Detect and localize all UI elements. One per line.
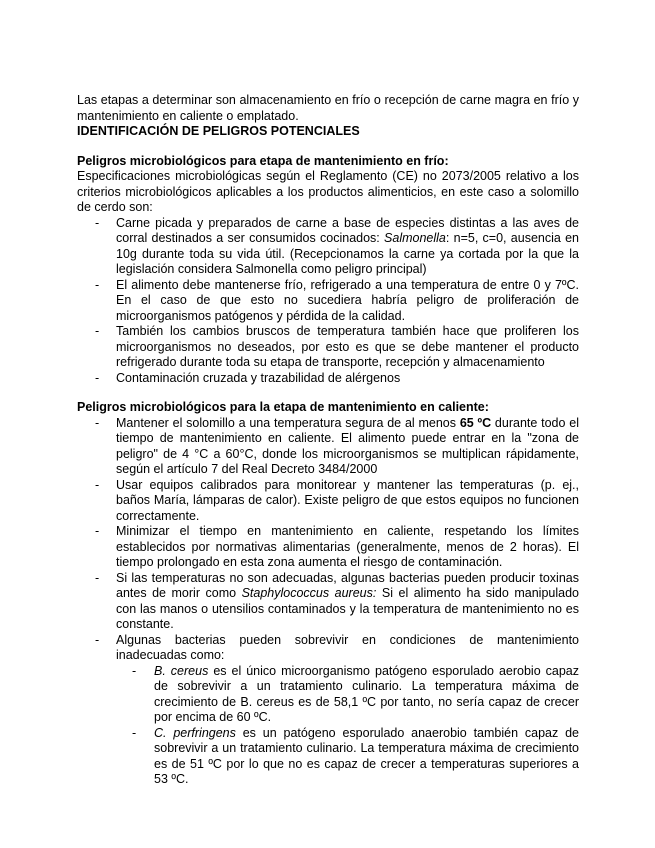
- list-item: - El alimento debe mantenerse frío, refrigerado a una temperatura de entre 0 y 7ºC. En el caso de que esto no sucediera habría peligro de proliferación de microorganismos patógenos y pérdida de la calidad.: [95, 277, 579, 323]
- hot-hazards-list: [77, 416, 579, 788]
- list-item: - Si las temperaturas no son adecuadas, algunas bacterias pueden producir toxinas antes de morir como Staphylococcus aureus: Si el alimento ha sido manipulado con las manos o utensilios contaminados y la temperatura de mantenimiento no es constante.: [95, 570, 579, 631]
- cold-hazards-lead: Especificaciones microbiológicas según el Reglamento (CE) no 2073/2005 relativo a los criterios microbiológicos aplicables a los productos alimenticios, en este caso a solomillo de cerdo son:: [77, 169, 579, 214]
- surviving-bacteria-list: [116, 664, 579, 788]
- list-item: - Minimizar el tiempo en mantenimiento en caliente, respetando los límites establecidos por normativas alimentarias (generalmente, menos de 2 horas). El tiempo prolongado en esta zona aumenta el riesgo de contaminación.: [95, 524, 579, 569]
- section-heading: IDENTIFICACIÓN DE PELIGROS POTENCIALES: [77, 124, 360, 138]
- bullet-dash: -: [132, 663, 137, 678]
- bullet-dash: -: [95, 215, 100, 230]
- bullet-dash: -: [95, 632, 100, 647]
- list-item: - Carne picada y preparados de carne a base de especies distintas a las aves de corral destinados a ser consumidos cocinados: Salmonella: n=5, c=0, ausencia en 10g durante toda su vida útil. (Recepcionamos la carne ya cortada por la que la legislación considera Salmonella como peligro principal): [95, 215, 579, 276]
- intro-paragraph: Las etapas a determinar son almacenamiento en frío o recepción de carne magra en frío y mantenimiento en caliente o emplatado.: [77, 93, 579, 123]
- sub-list-item: - C. perfringens es un patógeno esporulado anaerobio también capaz de sobrevivir a un tratamiento culinario. La temperatura máxima de crecimiento es de 51 ºC por lo que no es capaz de crecer a temperaturas superiores a 53 ºC.: [132, 725, 579, 786]
- bullet-dash: -: [95, 524, 100, 538]
- bullet-dash: -: [95, 277, 100, 292]
- list-item: - Mantener el solomillo a una temperatura segura de al menos 65 ºC durante todo el tiempo de mantenimiento en caliente. El alimento puede entrar en la "zona de peligro" de 4 °C a 60°C, donde los microorganismos se multiplican rápidamente, según el artículo 7 del Real Decreto 3484/2000: [95, 415, 579, 476]
- list-item: - Usar equipos calibrados para monitorear y mantener las temperaturas (p. ej., baños María, lámparas de calor). Existe peligro de que estos equipos no funcionen correctamente.: [95, 477, 579, 523]
- bullet-dash: -: [95, 370, 100, 385]
- list-item: - Algunas bacterias pueden sobrevivir en condiciones de mantenimiento inadecuadas como: - B. cereus es el único microorganismo patógeno esporulado aerobio capaz de sobrevivir a un tratamiento culinario. La temperatura máxima de crecimiento de B. cereus es de 58,1 ºC por tanto, no sería capaz de crecer por encima de 60 ºC. - C. perfringens es un patógeno esporulado anaerobio también capaz de sobrevivir a un tratamiento culinario. La temperatura máxima de crecimiento es de 51 ºC por lo que no es capaz de crecer a temperaturas superiores a 53 ºC.: [95, 632, 579, 786]
- list-item: - Contaminación cruzada y trazabilidad de alérgenos: [95, 370, 401, 385]
- cold-hazards-title: Peligros microbiológicos para etapa de mantenimiento en frío:: [77, 153, 449, 168]
- list-item: - También los cambios bruscos de temperatura también hace que proliferen los microorganismos no deseados, por esto es que se debe mantener el producto refrigerado durante toda su etapa de transporte, recepción y almacenamiento: [95, 324, 579, 369]
- hot-hazards-title: Peligros microbiológicos para la etapa de mantenimiento en caliente:: [77, 400, 489, 414]
- bullet-dash: -: [95, 477, 100, 492]
- sub-list-item: - B. cereus es el único microorganismo patógeno esporulado aerobio capaz de sobrevivir a un tratamiento culinario. La temperatura máxima de crecimiento de B. cereus es de 58,1 ºC por tanto, no sería capaz de crecer por encima de 60 ºC.: [132, 663, 579, 724]
- bullet-dash: -: [95, 570, 100, 585]
- bullet-dash: -: [95, 324, 100, 338]
- document-page: [77, 93, 579, 788]
- cold-hazards-list: [77, 216, 579, 387]
- bullet-dash: -: [132, 725, 137, 740]
- bullet-dash: -: [95, 415, 100, 430]
